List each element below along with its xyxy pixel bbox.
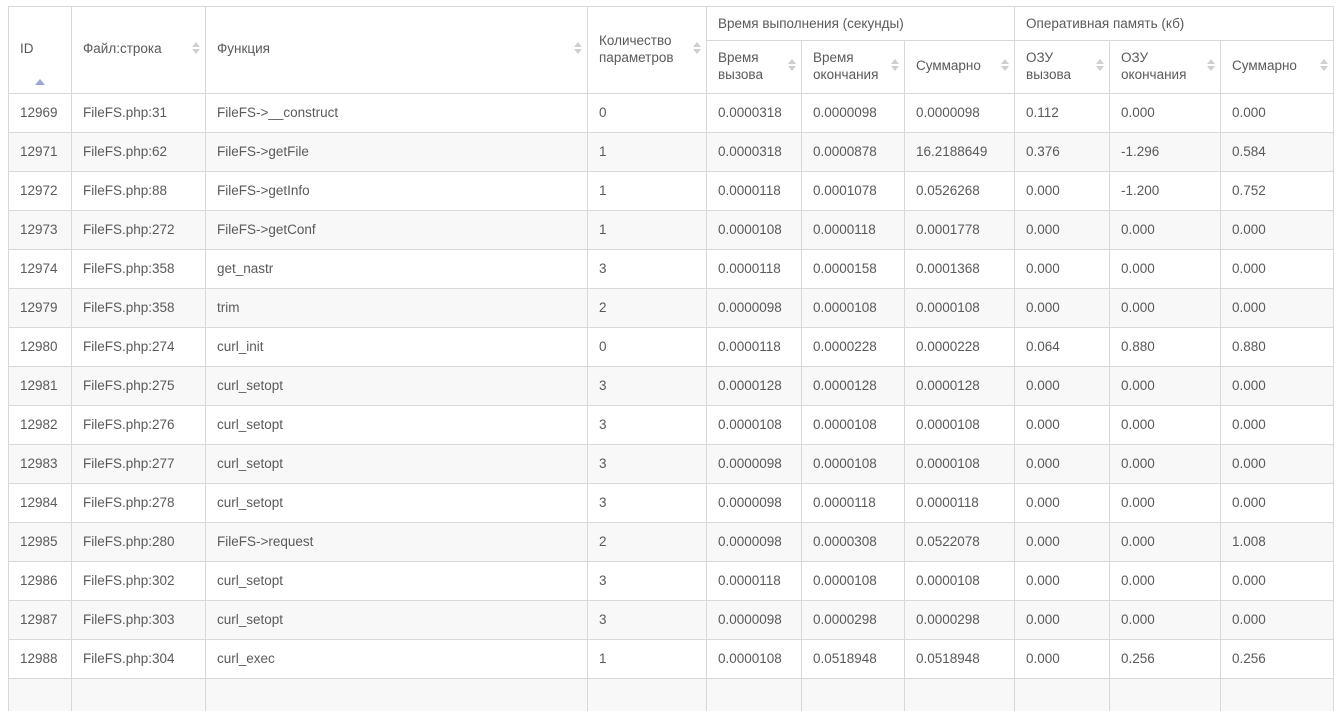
- cell-params-count: [588, 678, 707, 711]
- column-header-mem-end-label: ОЗУ окончания: [1121, 50, 1187, 82]
- cell-id: 12985: [9, 522, 72, 561]
- table-head: [9, 7, 1334, 94]
- cell-file-line: FileFS.php:358: [72, 288, 206, 327]
- cell-mem-end: [1110, 678, 1221, 711]
- cell-mem-call: 0.000: [1015, 600, 1110, 639]
- cell-time-total: 0.0000228: [905, 327, 1015, 366]
- cell-mem-call: 0.112: [1015, 93, 1110, 132]
- cell-time-end: 0.0000118: [802, 210, 905, 249]
- table-row[interactable]: [9, 405, 1334, 444]
- cell-mem-total: 0.000: [1221, 210, 1334, 249]
- column-header-id-label: ID: [20, 41, 34, 57]
- cell-id: [9, 678, 72, 711]
- cell-function: curl_init: [206, 327, 588, 366]
- table-row[interactable]: [9, 132, 1334, 171]
- column-header-mem-call[interactable]: [1015, 41, 1110, 94]
- cell-time-call: 0.0000098: [707, 600, 802, 639]
- column-header-mem-total-label: Суммарно: [1232, 58, 1297, 74]
- cell-mem-call: 0.000: [1015, 171, 1110, 210]
- cell-time-end: 0.0518948: [802, 639, 905, 678]
- cell-time-end: 0.0000228: [802, 327, 905, 366]
- cell-file-line: FileFS.php:358: [72, 249, 206, 288]
- cell-time-total: 0.0000108: [905, 444, 1015, 483]
- cell-time-call: 0.0000098: [707, 288, 802, 327]
- cell-params-count: 3: [588, 444, 707, 483]
- cell-mem-end: 0.000: [1110, 210, 1221, 249]
- cell-mem-total: 0.000: [1221, 483, 1334, 522]
- table-body: [9, 93, 1334, 711]
- cell-time-total: 0.0000098: [905, 93, 1015, 132]
- cell-file-line: FileFS.php:278: [72, 483, 206, 522]
- table-row[interactable]: [9, 366, 1334, 405]
- cell-time-call: 0.0000098: [707, 483, 802, 522]
- cell-function: curl_setopt: [206, 366, 588, 405]
- cell-mem-call: 0.000: [1015, 405, 1110, 444]
- cell-id: 12983: [9, 444, 72, 483]
- cell-mem-call: 0.000: [1015, 210, 1110, 249]
- column-header-id[interactable]: [9, 7, 72, 94]
- cell-file-line: FileFS.php:274: [72, 327, 206, 366]
- cell-mem-total: 0.000: [1221, 93, 1334, 132]
- cell-file-line: FileFS.php:62: [72, 132, 206, 171]
- cell-id: 12973: [9, 210, 72, 249]
- cell-id: 12986: [9, 561, 72, 600]
- cell-params-count: 3: [588, 366, 707, 405]
- group-header-exec-time: [707, 7, 1015, 41]
- cell-mem-end: 0.000: [1110, 444, 1221, 483]
- cell-mem-call: [1015, 678, 1110, 711]
- table-row[interactable]: [9, 522, 1334, 561]
- cell-time-total: 0.0522078: [905, 522, 1015, 561]
- column-header-function-label: Функция: [217, 41, 270, 57]
- table-row[interactable]: [9, 561, 1334, 600]
- cell-mem-call: 0.000: [1015, 444, 1110, 483]
- cell-mem-total: 0.752: [1221, 171, 1334, 210]
- cell-params-count: 3: [588, 249, 707, 288]
- cell-time-total: 0.0000108: [905, 405, 1015, 444]
- column-header-time-end-label: Время окончания: [813, 50, 879, 82]
- profiler-table: [8, 6, 1334, 711]
- cell-mem-total: 0.000: [1221, 561, 1334, 600]
- cell-mem-end: -1.296: [1110, 132, 1221, 171]
- cell-mem-call: 0.000: [1015, 483, 1110, 522]
- cell-function: curl_exec: [206, 639, 588, 678]
- sort-arrows-icon[interactable]: [573, 42, 582, 58]
- column-header-mem-call-label: ОЗУ вызова: [1026, 50, 1071, 82]
- sort-arrows-icon[interactable]: [890, 59, 899, 75]
- cell-mem-end: 0.000: [1110, 561, 1221, 600]
- group-header-memory-label: Оперативная память (кб): [1026, 16, 1185, 31]
- cell-mem-total: 1.008: [1221, 522, 1334, 561]
- cell-file-line: FileFS.php:88: [72, 171, 206, 210]
- cell-id: 12979: [9, 288, 72, 327]
- cell-time-call: 0.0000108: [707, 405, 802, 444]
- cell-time-call: 0.0000318: [707, 132, 802, 171]
- cell-function: FileFS->__construct: [206, 93, 588, 132]
- cell-id: 12982: [9, 405, 72, 444]
- cell-mem-end: 0.000: [1110, 288, 1221, 327]
- cell-time-end: 0.0000108: [802, 405, 905, 444]
- cell-function: FileFS->getConf: [206, 210, 588, 249]
- cell-params-count: 2: [588, 522, 707, 561]
- cell-mem-total: 0.256: [1221, 639, 1334, 678]
- cell-time-end: 0.0000118: [802, 483, 905, 522]
- cell-time-total: 0.0000128: [905, 366, 1015, 405]
- cell-file-line: FileFS.php:303: [72, 600, 206, 639]
- table-row[interactable]: [9, 483, 1334, 522]
- column-header-mem-total[interactable]: [1221, 41, 1334, 94]
- cell-mem-total: 0.000: [1221, 249, 1334, 288]
- cell-function: [206, 678, 588, 711]
- cell-mem-call: 0.000: [1015, 522, 1110, 561]
- sort-ascending-icon: [35, 79, 45, 85]
- cell-time-call: [707, 678, 802, 711]
- cell-mem-end: 0.000: [1110, 600, 1221, 639]
- sort-arrows-icon[interactable]: [1095, 59, 1104, 75]
- cell-params-count: 3: [588, 483, 707, 522]
- table-row[interactable]: [9, 171, 1334, 210]
- cell-mem-end: 0.000: [1110, 405, 1221, 444]
- cell-function: curl_setopt: [206, 600, 588, 639]
- cell-mem-total: 0.000: [1221, 405, 1334, 444]
- cell-mem-end: 0.000: [1110, 483, 1221, 522]
- sort-arrows-icon[interactable]: [787, 59, 796, 75]
- cell-mem-total: 0.000: [1221, 366, 1334, 405]
- cell-time-total: 0.0000298: [905, 600, 1015, 639]
- cell-file-line: FileFS.php:280: [72, 522, 206, 561]
- cell-function: get_nastr: [206, 249, 588, 288]
- cell-params-count: 1: [588, 639, 707, 678]
- cell-file-line: FileFS.php:31: [72, 93, 206, 132]
- cell-time-end: [802, 678, 905, 711]
- cell-function: curl_setopt: [206, 405, 588, 444]
- cell-time-end: 0.0000108: [802, 561, 905, 600]
- cell-id: 12984: [9, 483, 72, 522]
- header-row-groups: [9, 7, 1334, 41]
- cell-file-line: FileFS.php:277: [72, 444, 206, 483]
- column-header-time-total[interactable]: [905, 41, 1015, 94]
- cell-params-count: 1: [588, 132, 707, 171]
- column-header-file-line[interactable]: [72, 7, 206, 94]
- cell-time-end: 0.0000158: [802, 249, 905, 288]
- cell-id: 12988: [9, 639, 72, 678]
- cell-mem-end: 0.000: [1110, 522, 1221, 561]
- table-row[interactable]: [9, 249, 1334, 288]
- cell-time-call: 0.0000118: [707, 561, 802, 600]
- cell-time-call: 0.0000108: [707, 639, 802, 678]
- cell-time-end: 0.0001078: [802, 171, 905, 210]
- cell-time-total: [905, 678, 1015, 711]
- cell-mem-end: 0.000: [1110, 93, 1221, 132]
- cell-time-call: 0.0000118: [707, 171, 802, 210]
- sort-arrows-icon[interactable]: [1206, 59, 1215, 75]
- column-header-file-line-label: Файл:строка: [83, 41, 162, 57]
- cell-mem-total: 0.000: [1221, 600, 1334, 639]
- cell-time-call: 0.0000108: [707, 210, 802, 249]
- cell-time-total: 0.0526268: [905, 171, 1015, 210]
- cell-time-end: 0.0000108: [802, 288, 905, 327]
- cell-params-count: 3: [588, 600, 707, 639]
- column-header-function[interactable]: [206, 7, 588, 94]
- cell-file-line: FileFS.php:304: [72, 639, 206, 678]
- table-row[interactable]: [9, 93, 1334, 132]
- cell-time-total: 0.0001778: [905, 210, 1015, 249]
- column-header-time-total-label: Суммарно: [916, 58, 981, 74]
- cell-time-call: 0.0000118: [707, 249, 802, 288]
- cell-time-total: 16.2188649: [905, 132, 1015, 171]
- cell-time-total: 0.0001368: [905, 249, 1015, 288]
- cell-file-line: FileFS.php:276: [72, 405, 206, 444]
- cell-function: trim: [206, 288, 588, 327]
- cell-time-end: 0.0000128: [802, 366, 905, 405]
- cell-mem-total: [1221, 678, 1334, 711]
- cell-mem-call: 0.000: [1015, 639, 1110, 678]
- cell-id: 12974: [9, 249, 72, 288]
- cell-id: 12980: [9, 327, 72, 366]
- column-header-params-count-label: Количество параметров: [599, 33, 674, 65]
- cell-params-count: 0: [588, 327, 707, 366]
- cell-time-end: 0.0000108: [802, 444, 905, 483]
- column-header-time-call[interactable]: [707, 41, 802, 94]
- cell-mem-call: 0.000: [1015, 366, 1110, 405]
- cell-time-call: 0.0000128: [707, 366, 802, 405]
- cell-id: 12987: [9, 600, 72, 639]
- table-row[interactable]: [9, 327, 1334, 366]
- cell-params-count: 0: [588, 93, 707, 132]
- cell-mem-end: 0.256: [1110, 639, 1221, 678]
- cell-mem-call: 0.000: [1015, 561, 1110, 600]
- cell-time-call: 0.0000118: [707, 327, 802, 366]
- cell-mem-end: 0.000: [1110, 249, 1221, 288]
- cell-mem-end: 0.880: [1110, 327, 1221, 366]
- cell-time-end: 0.0000308: [802, 522, 905, 561]
- column-header-mem-end[interactable]: [1110, 41, 1221, 94]
- column-header-time-end[interactable]: [802, 41, 905, 94]
- cell-mem-call: 0.376: [1015, 132, 1110, 171]
- cell-time-total: 0.0000108: [905, 288, 1015, 327]
- cell-mem-total: 0.000: [1221, 288, 1334, 327]
- table-row[interactable]: [9, 210, 1334, 249]
- cell-id: 12972: [9, 171, 72, 210]
- cell-time-end: 0.0000298: [802, 600, 905, 639]
- cell-id: 12981: [9, 366, 72, 405]
- table-row[interactable]: [9, 444, 1334, 483]
- column-header-params-count[interactable]: [588, 7, 707, 94]
- cell-function: curl_setopt: [206, 444, 588, 483]
- cell-params-count: 3: [588, 561, 707, 600]
- cell-params-count: 1: [588, 171, 707, 210]
- cell-mem-total: 0.584: [1221, 132, 1334, 171]
- cell-function: FileFS->request: [206, 522, 588, 561]
- sort-arrows-icon[interactable]: [1000, 59, 1009, 75]
- column-header-time-call-label: Время вызова: [718, 50, 763, 82]
- cell-time-end: 0.0000878: [802, 132, 905, 171]
- cell-function: FileFS->getInfo: [206, 171, 588, 210]
- cell-mem-call: 0.064: [1015, 327, 1110, 366]
- cell-mem-end: 0.000: [1110, 366, 1221, 405]
- cell-mem-call: 0.000: [1015, 249, 1110, 288]
- cell-mem-total: 0.880: [1221, 327, 1334, 366]
- cell-function: curl_setopt: [206, 483, 588, 522]
- cell-time-end: 0.0000098: [802, 93, 905, 132]
- cell-mem-call: 0.000: [1015, 288, 1110, 327]
- cell-mem-end: -1.200: [1110, 171, 1221, 210]
- cell-file-line: FileFS.php:275: [72, 366, 206, 405]
- table-row[interactable]: [9, 600, 1334, 639]
- group-header-memory: [1015, 7, 1334, 41]
- cell-id: 12971: [9, 132, 72, 171]
- cell-file-line: FileFS.php:302: [72, 561, 206, 600]
- sort-arrows-icon[interactable]: [692, 42, 701, 58]
- cell-file-line: [72, 678, 206, 711]
- cell-params-count: 1: [588, 210, 707, 249]
- cell-time-total: 0.0000118: [905, 483, 1015, 522]
- cell-time-total: 0.0518948: [905, 639, 1015, 678]
- cell-function: curl_setopt: [206, 561, 588, 600]
- table-row[interactable]: [9, 678, 1334, 711]
- group-header-exec-time-label: Время выполнения (секунды): [718, 16, 904, 31]
- cell-params-count: 2: [588, 288, 707, 327]
- cell-time-call: 0.0000318: [707, 93, 802, 132]
- cell-function: FileFS->getFile: [206, 132, 588, 171]
- cell-time-total: 0.0000108: [905, 561, 1015, 600]
- cell-file-line: FileFS.php:272: [72, 210, 206, 249]
- sort-arrows-icon[interactable]: [1319, 59, 1328, 75]
- cell-time-call: 0.0000098: [707, 444, 802, 483]
- sort-arrows-icon[interactable]: [191, 42, 200, 58]
- table-row[interactable]: [9, 639, 1334, 678]
- cell-mem-total: 0.000: [1221, 444, 1334, 483]
- cell-params-count: 3: [588, 405, 707, 444]
- cell-time-call: 0.0000098: [707, 522, 802, 561]
- cell-id: 12969: [9, 93, 72, 132]
- table-row[interactable]: [9, 288, 1334, 327]
